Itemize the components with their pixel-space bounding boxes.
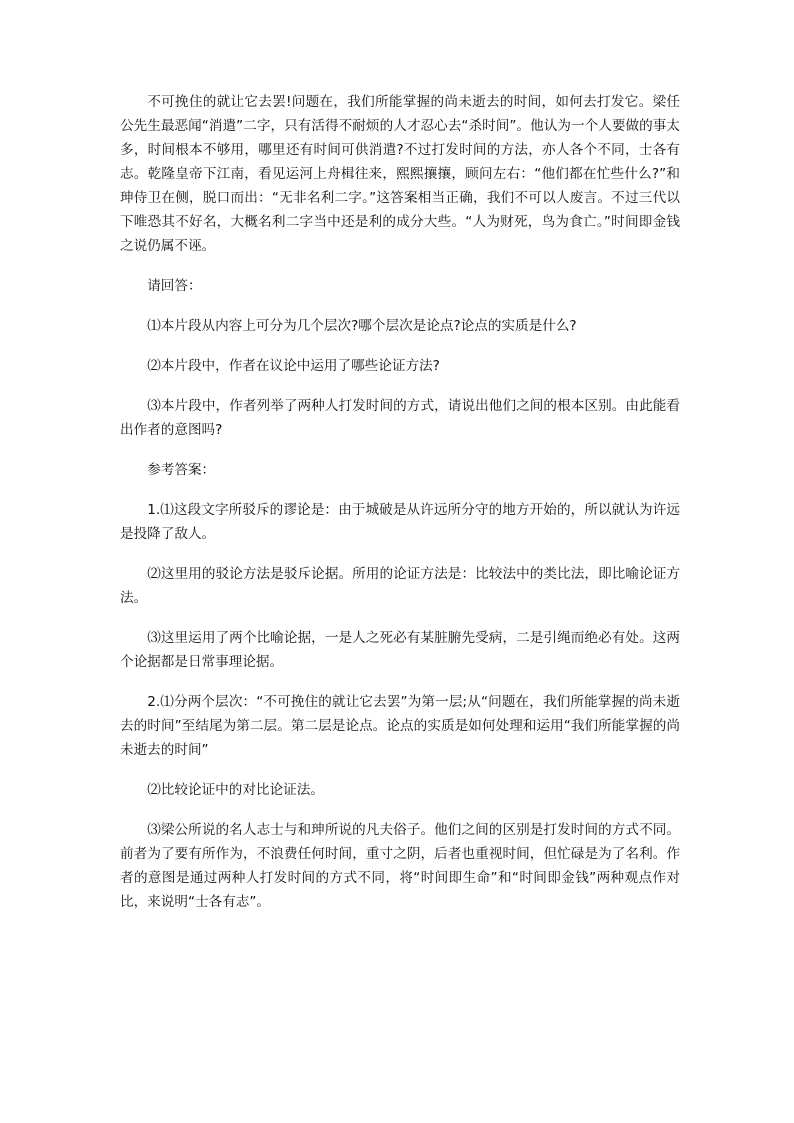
answer-label: 参考答案： bbox=[147, 462, 216, 478]
question-3: ⑶本片段中，作者列举了两种人打发时间的方式，请说出他们之间的根本区别。由此能看出作者的意图吗? bbox=[120, 398, 680, 438]
question-2: ⑵本片段中，作者在议论中运用了哪些论证方法? bbox=[147, 358, 440, 374]
answer-1-2: ⑵这里用的驳论方法是驳斥论据。所用的论证方法是：比较法中的类比法，即比喻论证方法。 bbox=[120, 566, 680, 606]
question-1: ⑴本片段从内容上可分为几个层次?哪个层次是论点?论点的实质是什么? bbox=[147, 318, 577, 334]
answer-2-3: ⑶梁公所说的名人志士与和珅所说的凡夫俗子。他们之间的区别是打发时间的方式不同。前者为了要有所作为，不浪费任何时间，重寸之阴，后者也重视时间，但忙碌是为了名利。作者的意图是通过两种人打发时间的方式不同，将“时间即生命”和“时间即金钱”两种观点作对比，来说明“士各有志”。 bbox=[120, 822, 680, 910]
prompt-label: 请回答： bbox=[147, 278, 202, 294]
answer-1-1: 1.⑴这段文字所驳斥的谬论是：由于城破是从许远所分守的地方开始的，所以就认为许远是投降了敌人。 bbox=[120, 502, 680, 542]
answer-2-2: ⑵比较论证中的对比论证法。 bbox=[147, 782, 324, 798]
document-body bbox=[120, 90, 680, 914]
answer-1-3: ⑶这里运用了两个比喻论据，一是人之死必有某脏腑先受病，二是引绳而绝必有处。这两个论据都是日常事理论据。 bbox=[120, 630, 680, 670]
answer-2-1: 2.⑴分两个层次：“不可挽住的就让它去罢”为第一层;从“问题在，我们所能掌握的尚未逝去的时间”至结尾为第二层。第二层是论点。论点的实质是如何处理和运用“我们所能掌握的尚未逝去的时间” bbox=[120, 694, 680, 758]
passage-paragraph: 不可挽住的就让它去罢!问题在，我们所能掌握的尚未逝去的时间，如何去打发它。梁任公先生最恶闻“消遣”二字，只有活得不耐烦的人才忍心去“杀时间”。他认为一个人要做的事太多，时间根本不够用，哪里还有时间可供消遣?不过打发时间的方法，亦人各个不同，士各有志。乾隆皇帝下江南，看见运河上舟楫往来，熙熙攘攘，顾问左右：“他们都在忙些什么?”和珅侍卫在侧，脱口而出：“无非名利二字。”这答案相当正确，我们不可以人废言。不过三代以下唯恐其不好名，大概名利二字当中还是利的成分大些。“人为财死，鸟为食亡。”时间即金钱之说仍属不诬。 bbox=[120, 94, 680, 254]
